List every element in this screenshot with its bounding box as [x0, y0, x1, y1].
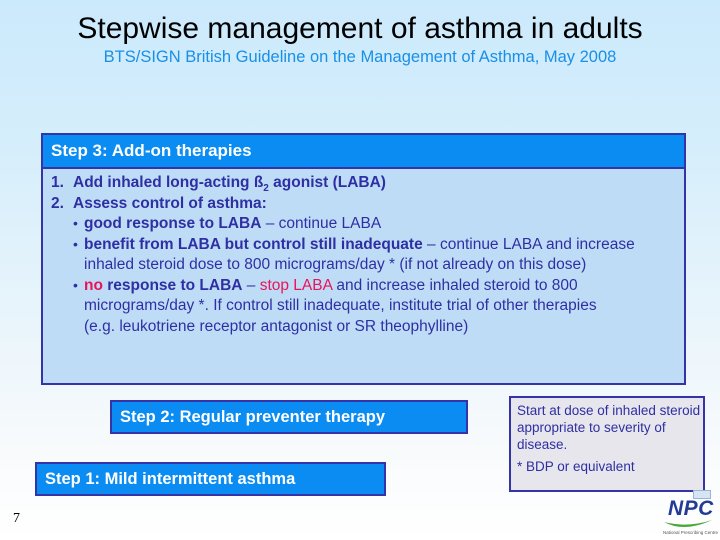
step3-item-2: 2. Assess control of asthma:	[51, 194, 267, 212]
bullet-partial-benefit: • benefit from LABA but control still inadequate – continue LABA and increase inhaled steroid dose to 800 micrograms/day * (if not already on this dose)	[73, 235, 635, 273]
step3-body	[43, 169, 684, 337]
logo-swoosh-icon	[654, 497, 720, 533]
slide-subtitle: BTS/SIGN British Guideline on the Management of Asthma, May 2008	[103, 48, 617, 66]
bullet-no-response: • no response to LABA – stop LABA and increase inhaled steroid to 800 micrograms/day *. If control still inadequate, institute trial of other therapies (e.g. leukotriene receptor antagonist or SR theophylline)	[73, 276, 597, 335]
page-number: 7	[13, 511, 20, 526]
bullet-good-response: • good response to LABA – continue LABA	[73, 215, 382, 232]
slide-title: Stepwise management of asthma in adults	[77, 12, 643, 45]
npc-logo-caption: National Prescribing Centre	[663, 530, 719, 535]
npc-logo-text: NPC	[668, 497, 714, 520]
dosage-note: Start at dose of inhaled steroid appropriate to severity of disease. * BDP or equivalent	[509, 396, 705, 492]
step3-item-1: 1. Add inhaled long-acting $ß_2$ agonist (LABA)	[51, 174, 386, 195]
step3-box	[41, 133, 686, 385]
bullet-icon: •	[73, 276, 78, 293]
bullet-icon: •	[73, 215, 78, 231]
control-assessment-list	[51, 214, 676, 337]
step3-title: Step 3: Add-on therapies	[43, 135, 684, 169]
step2-box: Step 2: Regular preventer therapy	[110, 400, 468, 434]
bullet-icon: •	[73, 235, 78, 252]
step1-box: Step 1: Mild intermittent asthma	[35, 462, 386, 496]
npc-logo	[654, 497, 720, 540]
